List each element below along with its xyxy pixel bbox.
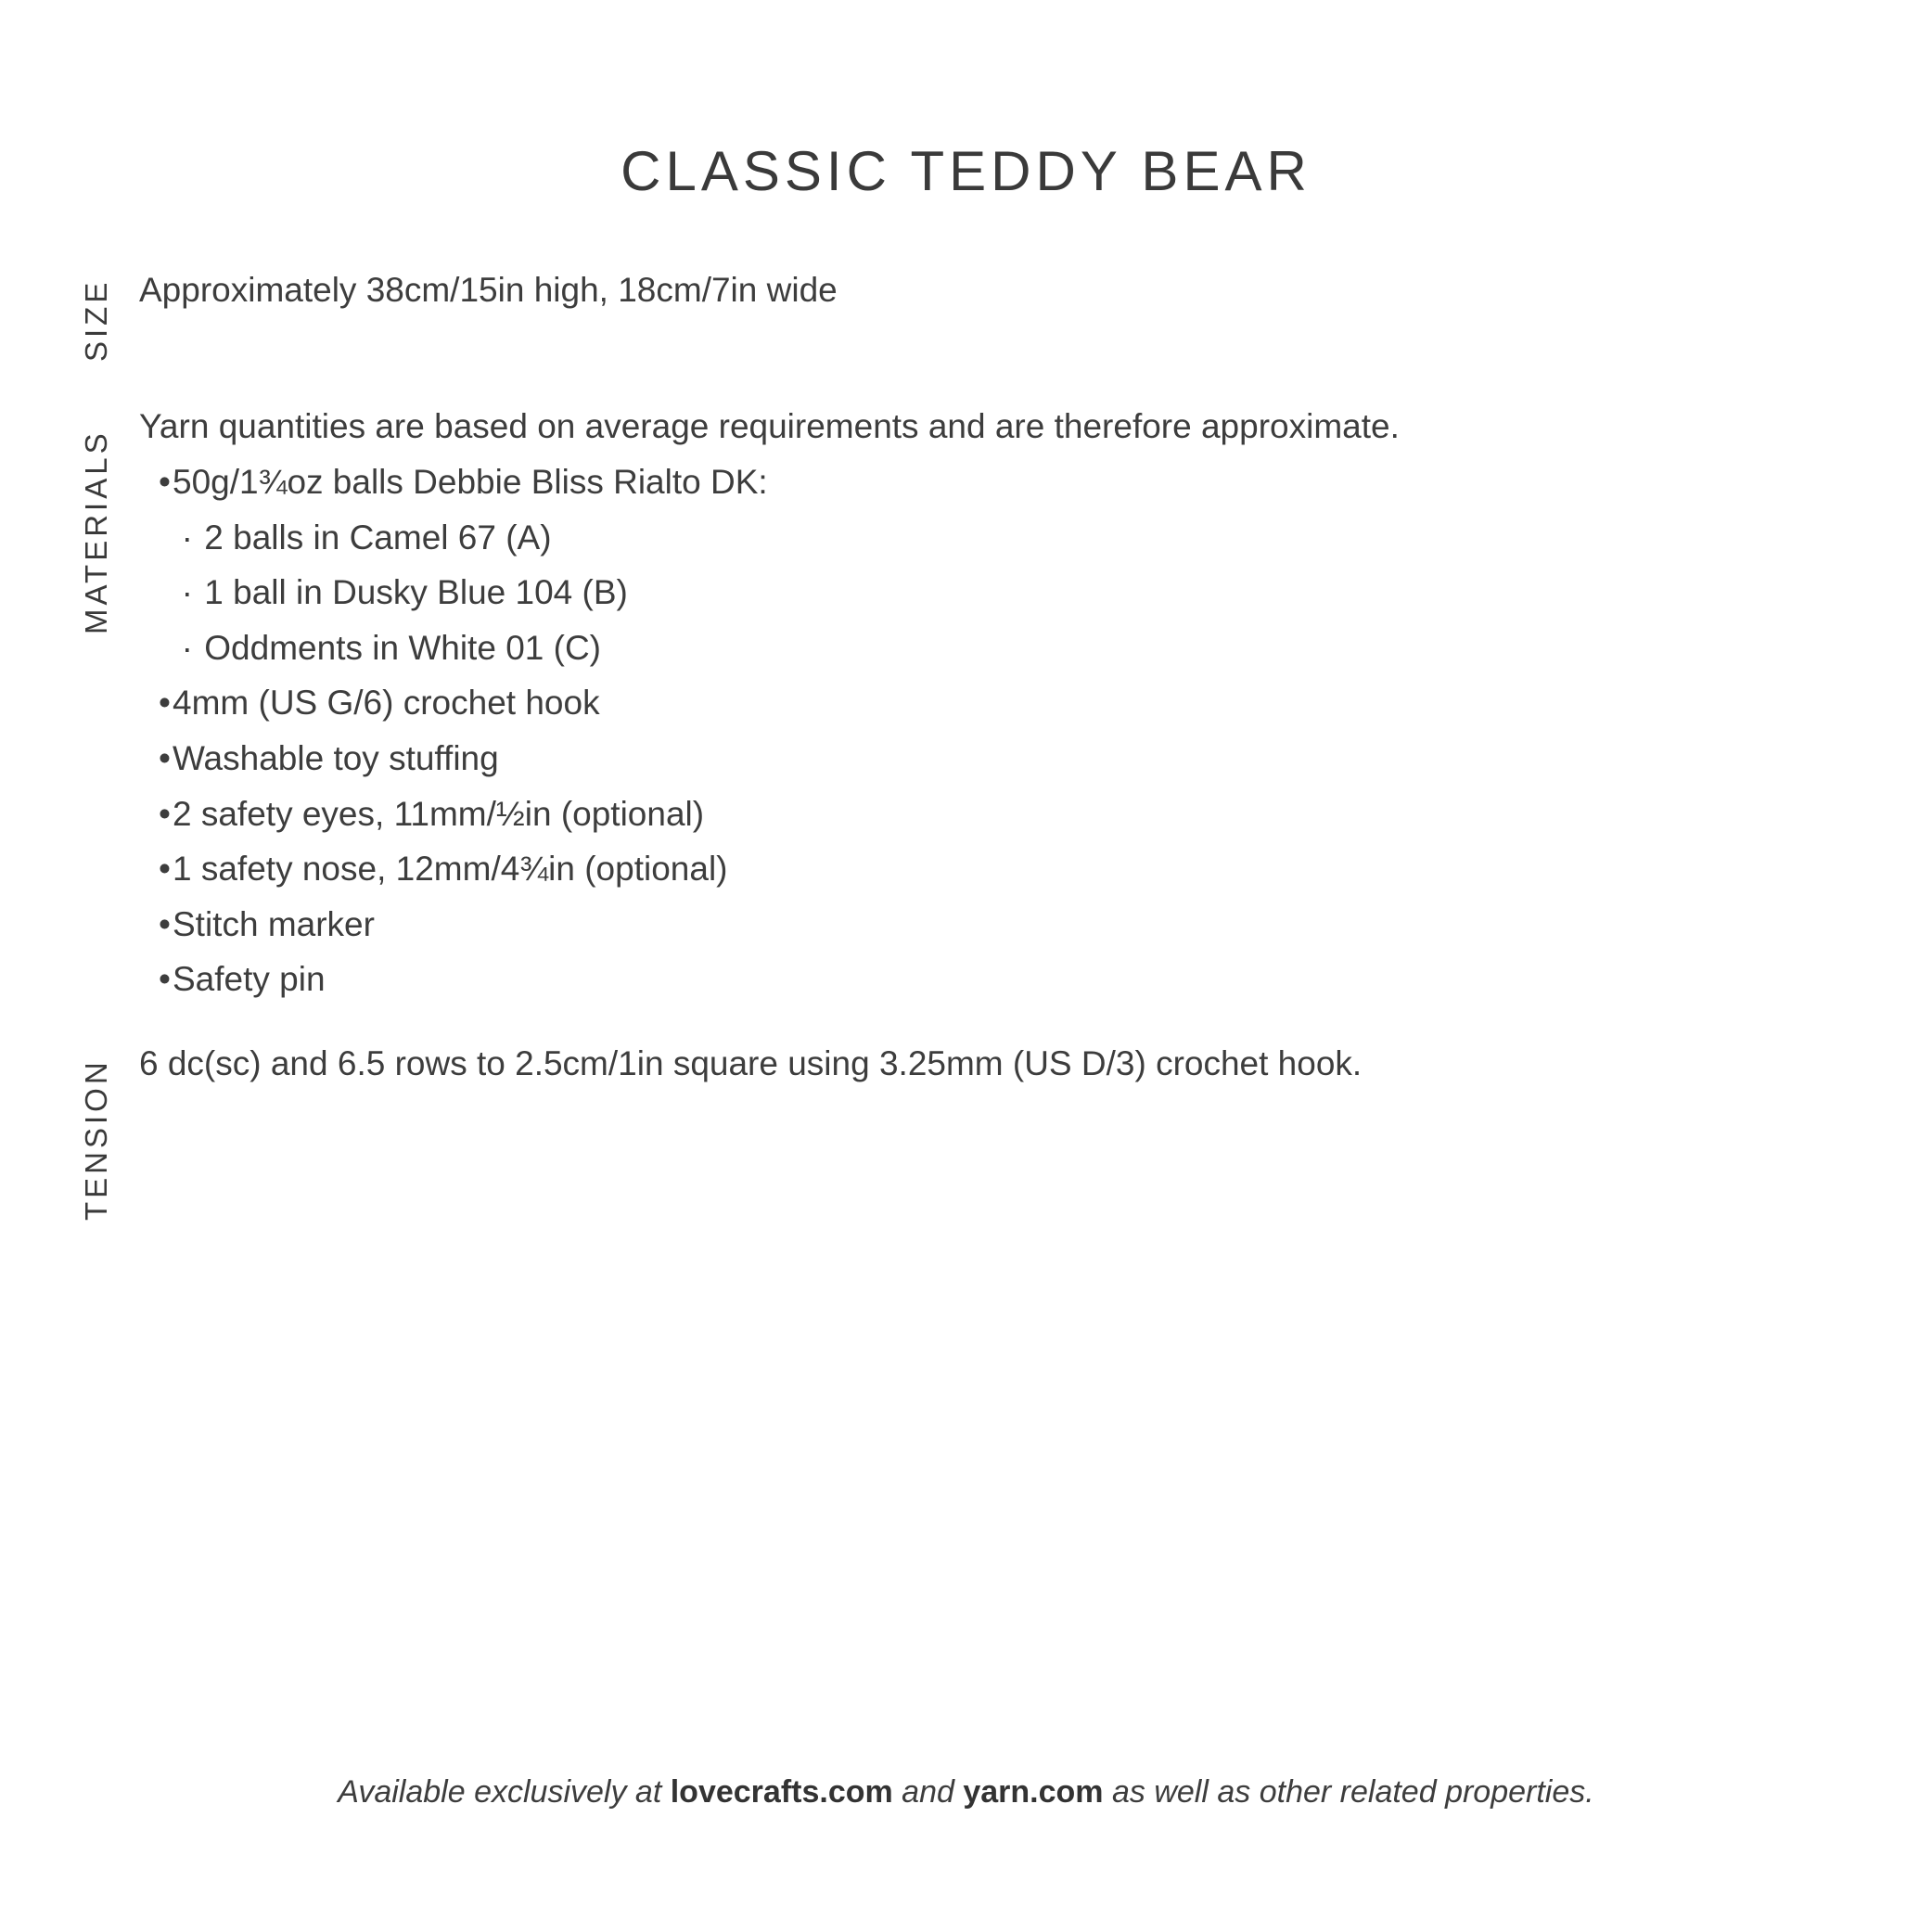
bullet-icon: •: [159, 850, 171, 889]
size-label: SIZE: [79, 278, 113, 362]
list-item: •4mm (US G/6) crochet hook: [139, 682, 768, 737]
bullet-icon: •: [159, 960, 171, 999]
footer-note: Available exclusively at lovecrafts.com and yarn.com as well as other related properties.: [338, 1774, 1594, 1810]
list-item: •Stitch marker: [139, 903, 768, 959]
list-item: •Safety pin: [139, 958, 768, 1014]
sub-bullet-icon: ·: [181, 518, 193, 557]
list-item: •Washable toy stuffing: [139, 737, 768, 793]
materials-label: MATERIALS: [79, 429, 113, 634]
bullet-icon: •: [159, 463, 171, 501]
list-item: •2 safety eyes, 11mm/½in (optional): [139, 793, 768, 849]
list-item: •1 safety nose, 12mm/4¾in (optional): [139, 848, 768, 903]
size-text: Approximately 38cm/15in high, 18cm/7in wide: [139, 271, 838, 309]
list-item: · 2 balls in Camel 67 (A): [139, 517, 768, 572]
sub-bullet-icon: ·: [181, 573, 193, 612]
lovecrafts-link[interactable]: lovecrafts.com: [670, 1774, 893, 1810]
materials-list: [139, 461, 768, 1014]
page-title: CLASSIC TEDDY BEAR: [621, 140, 1311, 202]
sub-bullet-icon: ·: [181, 628, 193, 667]
materials-intro: Yarn quantities are based on average requirements and are therefore approximate.: [139, 407, 1400, 445]
tension-text: 6 dc(sc) and 6.5 rows to 2.5cm/1in square using 3.25mm (US D/3) crochet hook.: [139, 1044, 1363, 1082]
tension-label: TENSION: [79, 1058, 113, 1221]
yarn-link[interactable]: yarn.com: [963, 1774, 1104, 1810]
list-item: · 1 ball in Dusky Blue 104 (B): [139, 571, 768, 627]
bullet-icon: •: [159, 738, 171, 777]
bullet-icon: •: [159, 794, 171, 833]
list-item: · Oddments in White 01 (C): [139, 627, 768, 683]
list-item: •50g/1¾oz balls Debbie Bliss Rialto DK:: [139, 461, 768, 517]
bullet-icon: •: [159, 684, 171, 723]
bullet-icon: •: [159, 904, 171, 943]
